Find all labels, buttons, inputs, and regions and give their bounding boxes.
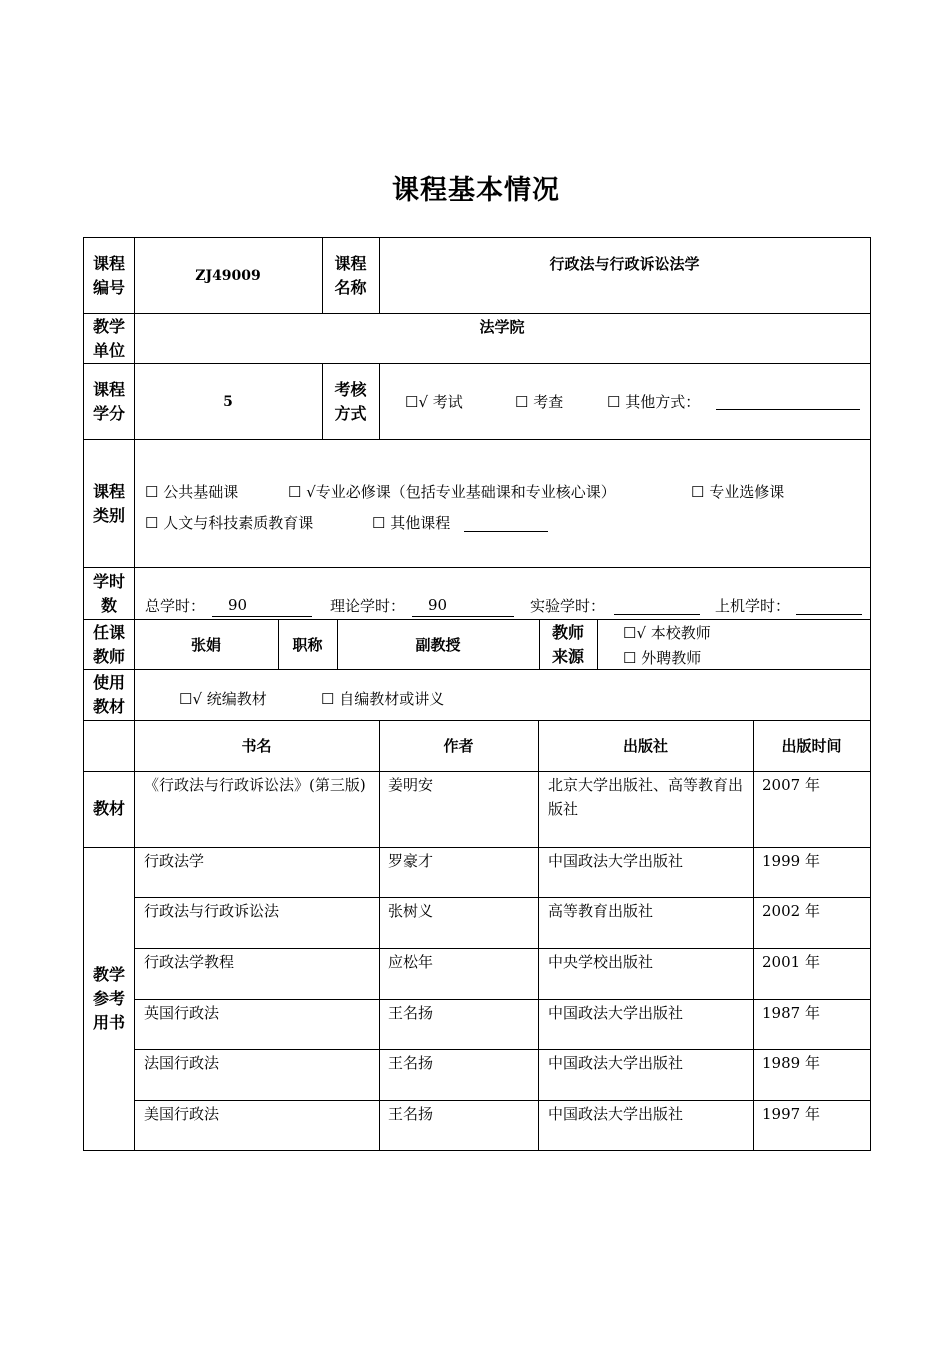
course-code-label: 课程 编号 bbox=[92, 254, 125, 297]
type-option-required[interactable]: ☐ √专业必修课（包括专业基础课和专业核心课） bbox=[288, 483, 616, 501]
reference-publisher: 中央学校出版社 bbox=[548, 953, 654, 971]
reference-name: 美国行政法 bbox=[144, 1105, 220, 1123]
type-other-blank[interactable] bbox=[464, 531, 548, 532]
reference-name: 行政法学 bbox=[144, 852, 205, 870]
exam-option-test[interactable]: ☐√ 考试 bbox=[405, 393, 463, 411]
total-hours-value[interactable]: 90 bbox=[212, 594, 312, 617]
credit-value: 5 bbox=[223, 394, 233, 410]
material-option-unified[interactable]: ☐√ 统编教材 bbox=[179, 690, 267, 708]
reference-author: 王名扬 bbox=[388, 1054, 434, 1072]
type-option-other[interactable]: ☐ 其他课程 bbox=[372, 514, 451, 532]
theory-hours-value[interactable]: 90 bbox=[412, 594, 514, 617]
source-option-external[interactable]: ☐ 外聘教师 bbox=[623, 649, 702, 667]
title-label: 职称 bbox=[292, 636, 323, 654]
textbook-date: 2007 年 bbox=[762, 776, 820, 794]
page-title: 课程基本情况 bbox=[392, 175, 560, 206]
textbook-label: 教材 bbox=[92, 799, 125, 818]
type-option-elective[interactable]: ☐ 专业选修课 bbox=[691, 483, 785, 501]
theory-hours-label: 理论学时： bbox=[330, 597, 406, 615]
computer-hours-blank[interactable] bbox=[796, 614, 862, 615]
teacher-label: 任课 教师 bbox=[92, 623, 125, 666]
lab-hours-blank[interactable] bbox=[614, 614, 700, 615]
reference-name: 行政法学教程 bbox=[144, 953, 235, 971]
teacher-source-label: 教师 来源 bbox=[551, 623, 584, 666]
reference-author: 王名扬 bbox=[388, 1004, 434, 1022]
type-option-humanities[interactable]: ☐ 人文与科技素质教育课 bbox=[145, 514, 314, 532]
exam-option-check[interactable]: ☐ 考查 bbox=[515, 393, 564, 411]
teacher-name: 张娟 bbox=[190, 636, 221, 654]
exam-method-label: 考核 方式 bbox=[334, 380, 367, 423]
reference-publisher: 高等教育出版社 bbox=[548, 902, 654, 920]
textbook-name: 《行政法与行政诉讼法》(第三版) bbox=[144, 776, 366, 794]
reference-date: 2002 年 bbox=[762, 902, 820, 920]
material-option-self[interactable]: ☐ 自编教材或讲义 bbox=[321, 690, 445, 708]
course-type-label: 课程 类别 bbox=[92, 482, 125, 525]
type-option-public[interactable]: ☐ 公共基础课 bbox=[145, 483, 239, 501]
course-code: ZJ49009 bbox=[195, 268, 261, 284]
reference-name: 行政法与行政诉讼法 bbox=[144, 902, 280, 920]
header-book-name: 书名 bbox=[241, 737, 272, 755]
reference-date: 1999 年 bbox=[762, 852, 820, 870]
total-hours-label: 总学时： bbox=[145, 597, 206, 615]
reference-author: 张树义 bbox=[388, 902, 434, 920]
header-publisher: 出版社 bbox=[622, 737, 668, 755]
reference-date: 2001 年 bbox=[762, 953, 820, 971]
teaching-unit-label: 教学 单位 bbox=[92, 317, 125, 360]
lab-hours-label: 实验学时： bbox=[530, 597, 606, 615]
reference-date: 1987 年 bbox=[762, 1004, 820, 1022]
reference-publisher: 中国政法大学出版社 bbox=[548, 1105, 684, 1123]
course-name-label: 课程 名称 bbox=[334, 254, 367, 297]
reference-name: 英国行政法 bbox=[144, 1004, 220, 1022]
reference-author: 应松年 bbox=[388, 953, 434, 971]
reference-author: 王名扬 bbox=[388, 1105, 434, 1123]
reference-publisher: 中国政法大学出版社 bbox=[548, 852, 684, 870]
teaching-unit: 法学院 bbox=[479, 318, 525, 336]
header-author: 作者 bbox=[443, 737, 474, 755]
textbook-author: 姜明安 bbox=[388, 776, 434, 794]
material-label: 使用 教材 bbox=[92, 673, 125, 716]
reference-author: 罗豪才 bbox=[388, 852, 434, 870]
computer-hours-label: 上机学时： bbox=[715, 597, 791, 615]
reference-books-label: 教学 参考 用书 bbox=[92, 965, 125, 1032]
teacher-title: 副教授 bbox=[415, 636, 461, 654]
hours-label: 学时 数 bbox=[92, 572, 125, 615]
exam-option-other[interactable]: ☐ 其他方式： bbox=[607, 393, 701, 411]
reference-name: 法国行政法 bbox=[144, 1054, 220, 1072]
exam-other-blank[interactable] bbox=[716, 409, 860, 410]
source-option-internal[interactable]: ☐√ 本校教师 bbox=[623, 624, 711, 642]
reference-publisher: 中国政法大学出版社 bbox=[548, 1004, 684, 1022]
header-publish-date: 出版时间 bbox=[781, 737, 842, 755]
textbook-publisher: 北京大学出版社、高等教育出版社 bbox=[548, 776, 744, 818]
course-name: 行政法与行政诉讼法学 bbox=[549, 255, 700, 273]
reference-publisher: 中国政法大学出版社 bbox=[548, 1054, 684, 1072]
credit-label: 课程 学分 bbox=[92, 380, 125, 423]
reference-date: 1989 年 bbox=[762, 1054, 820, 1072]
reference-date: 1997 年 bbox=[762, 1105, 820, 1123]
